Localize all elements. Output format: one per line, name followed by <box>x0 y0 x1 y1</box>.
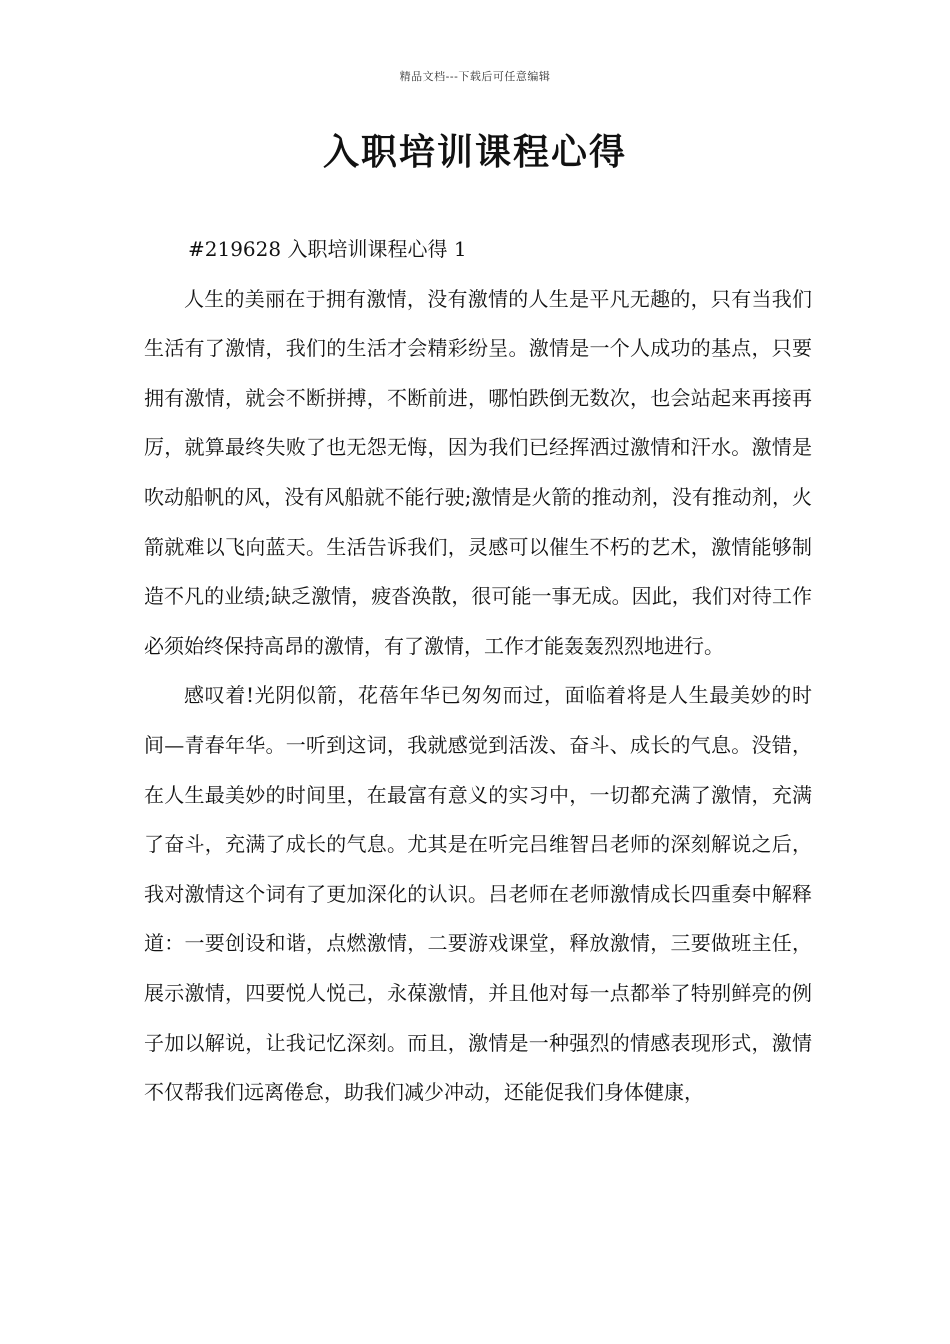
header-note: 精品文档---下载后可任意编辑 <box>399 70 551 83</box>
paragraph-2: 感叹着!光阴似箭，花蓓年华已匆匆而过，面临着将是人生最美妙的时间—青春年华。一听到这词，我就感觉到活泼、奋斗、成长的气息。没错，在人生最美妙的时间里，在最富有意义的实习中，一切都充满了激情，充满了奋斗，充满了成长的气息。尤其是在听完吕维智吕老师的深刻解说之后，我对激情这个词有了更加深化的认识。吕老师在老师激情成长四重奏中解释道：一要创设和谐，点燃激情，二要游戏课堂，释放激情，三要做班主任，展示激情，四要悦人悦己，永葆激情，并且他对每一点都举了特别鲜亮的例子加以解说，让我记忆深刻。而且，激情是一种强烈的情感表现形式，激情不仅帮我们远离倦怠，助我们减少冲动，还能促我们身体健康， <box>144 683 812 1105</box>
document-body <box>144 225 812 1118</box>
paragraph-1: 人生的美丽在于拥有激情，没有激情的人生是平凡无趣的，只有当我们生活有了激情，我们的生活才会精彩纷呈。激情是一个人成功的基点，只要拥有激情，就会不断拼搏，不断前进，哪怕跌倒无数次，也会站起来再接再厉，就算最终失败了也无怨无悔，因为我们已经挥洒过激情和汗水。激情是吹动船帆的风，没有风船就不能行驶;激情是火箭的推动剂，没有推动剂，火箭就难以飞向蓝天。生活告诉我们，灵感可以催生不朽的艺术，激情能够制造不凡的业绩;缺乏激情，疲沓涣散，很可能一事无成。因此，我们对待工作必须始终保持高昂的激情，有了激情，工作才能轰轰烈烈地进行。 <box>144 286 812 658</box>
section-heading: #219628 入职培训课程心得 1 <box>188 237 467 261</box>
document-title: 入职培训课程心得 <box>322 131 627 173</box>
